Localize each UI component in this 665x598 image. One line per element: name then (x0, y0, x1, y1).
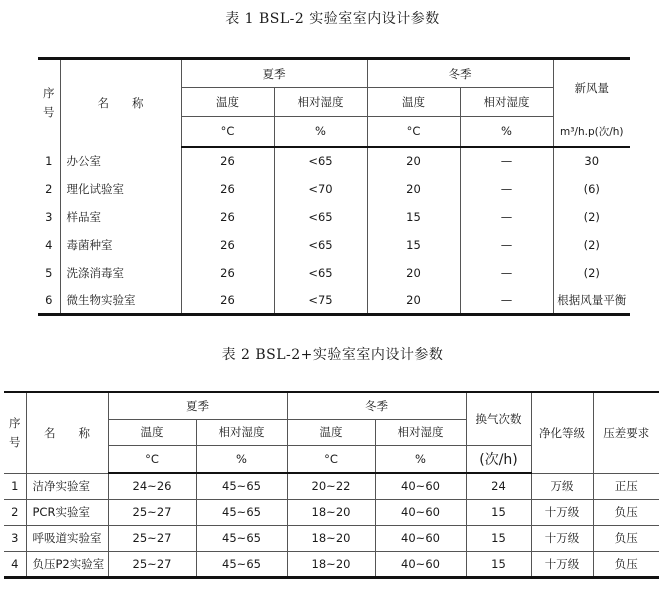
t2-cell-winter-rh: 40~60 (375, 473, 466, 499)
t1-unit-summer-temp: °C (181, 117, 274, 147)
t2-cell-pressure: 负压 (593, 525, 659, 551)
table-row (38, 259, 630, 287)
t2-header-seq: 序 号 (4, 392, 26, 473)
t1-header-seq: 序 号 (38, 59, 60, 147)
t2-cell-name: 洁净实验室 (26, 473, 108, 499)
t2-cell-ach: 24 (466, 473, 531, 499)
t2-unit-summer-rh: % (196, 445, 287, 473)
t2-cell-ach: 15 (466, 551, 531, 577)
t1-cell-no: 5 (38, 259, 60, 287)
t2-cell-ach: 15 (466, 525, 531, 551)
t2-cell-no: 3 (4, 525, 26, 551)
t1-cell-summer-rh: <65 (274, 231, 367, 259)
table-row (38, 203, 630, 231)
t1-cell-summer-temp: 26 (181, 203, 274, 231)
t2-header-pressure: 压差要求 (593, 392, 659, 473)
t2-unit-winter-temp: °C (287, 445, 375, 473)
table1 (38, 57, 630, 316)
t1-header-winter-temp: 温度 (367, 88, 460, 117)
t1-cell-winter-rh: — (460, 203, 553, 231)
t2-cell-clean: 十万级 (531, 525, 593, 551)
t2-cell-winter-temp: 18~20 (287, 525, 375, 551)
t1-header-summer-temp: 温度 (181, 88, 274, 117)
t1-cell-winter-rh: — (460, 147, 553, 175)
t1-cell-fresh-air: (6) (553, 175, 630, 203)
t2-unit-summer-temp: °C (108, 445, 196, 473)
t2-cell-pressure: 负压 (593, 499, 659, 525)
t1-cell-summer-temp: 26 (181, 259, 274, 287)
t2-unit-winter-rh: % (375, 445, 466, 473)
t1-header-name: 名 称 (60, 59, 181, 147)
t2-header-winter: 冬季 (287, 392, 466, 419)
table-row (38, 231, 630, 259)
t1-cell-no: 3 (38, 203, 60, 231)
t1-cell-name: 理化试验室 (60, 175, 181, 203)
t1-cell-summer-rh: <65 (274, 147, 367, 175)
table1-caption: 表 1 BSL-2 实验室室内设计参数 (225, 11, 440, 27)
t2-header-name: 名 称 (26, 392, 108, 473)
t1-unit-winter-rh: % (460, 117, 553, 147)
t1-cell-summer-temp: 26 (181, 287, 274, 315)
table-row (4, 525, 659, 551)
t2-cell-no: 4 (4, 551, 26, 577)
t1-cell-winter-temp: 20 (367, 147, 460, 175)
t2-cell-summer-temp: 25~27 (108, 551, 196, 577)
t1-cell-name: 洗涤消毒室 (60, 259, 181, 287)
table-row (38, 147, 630, 175)
t1-cell-winter-temp: 20 (367, 175, 460, 203)
t2-header-clean: 净化等级 (531, 392, 593, 473)
t1-unit-winter-temp: °C (367, 117, 460, 147)
t2-cell-summer-rh: 45~65 (196, 499, 287, 525)
t2-unit-ach: (次/h) (466, 445, 531, 473)
t1-unit-fresh-air: m³/h.p(次/h) (553, 117, 630, 147)
t2-header-ach: 换气次数 (466, 392, 531, 445)
t1-cell-fresh-air: 根据风量平衡 (553, 287, 630, 315)
t2-cell-summer-rh: 45~65 (196, 551, 287, 577)
t1-header-winter: 冬季 (367, 59, 553, 88)
table2-caption: 表 2 BSL-2+实验室室内设计参数 (221, 347, 444, 363)
t1-cell-summer-rh: <65 (274, 259, 367, 287)
t2-cell-winter-temp: 18~20 (287, 551, 375, 577)
table2 (4, 391, 659, 579)
t1-cell-fresh-air: 30 (553, 147, 630, 175)
t1-cell-summer-rh: <65 (274, 203, 367, 231)
t1-header-summer: 夏季 (181, 59, 367, 88)
t1-cell-summer-temp: 26 (181, 231, 274, 259)
t1-cell-winter-temp: 20 (367, 287, 460, 315)
table-row (4, 551, 659, 577)
t2-cell-no: 1 (4, 473, 26, 499)
t2-header-summer-rh: 相对湿度 (196, 419, 287, 445)
t1-cell-fresh-air: (2) (553, 259, 630, 287)
t2-cell-winter-temp: 18~20 (287, 499, 375, 525)
t2-cell-winter-rh: 40~60 (375, 551, 466, 577)
t2-cell-summer-rh: 45~65 (196, 473, 287, 499)
t1-cell-winter-rh: — (460, 287, 553, 315)
t2-cell-ach: 15 (466, 499, 531, 525)
t2-cell-pressure: 负压 (593, 551, 659, 577)
t1-cell-summer-rh: <75 (274, 287, 367, 315)
t1-cell-winter-temp: 20 (367, 259, 460, 287)
t1-cell-fresh-air: (2) (553, 231, 630, 259)
t2-cell-pressure: 正压 (593, 473, 659, 499)
t1-cell-name: 毒菌种室 (60, 231, 181, 259)
t1-header-summer-rh: 相对湿度 (274, 88, 367, 117)
t1-cell-summer-temp: 26 (181, 175, 274, 203)
t2-cell-clean: 十万级 (531, 499, 593, 525)
t2-header-summer-temp: 温度 (108, 419, 196, 445)
t2-cell-no: 2 (4, 499, 26, 525)
table-row (38, 175, 630, 203)
t1-header-winter-rh: 相对湿度 (460, 88, 553, 117)
t1-cell-name: 样品室 (60, 203, 181, 231)
t2-cell-winter-rh: 40~60 (375, 499, 466, 525)
t1-cell-no: 2 (38, 175, 60, 203)
table-row (4, 499, 659, 525)
t1-cell-no: 6 (38, 287, 60, 315)
t1-cell-summer-temp: 26 (181, 147, 274, 175)
table-row (4, 473, 659, 499)
table-row (38, 287, 630, 315)
t1-cell-winter-temp: 15 (367, 231, 460, 259)
t2-cell-clean: 十万级 (531, 551, 593, 577)
t1-cell-no: 4 (38, 231, 60, 259)
t2-cell-name: PCR实验室 (26, 499, 108, 525)
t2-cell-clean: 万级 (531, 473, 593, 499)
t1-header-fresh-air: 新风量 (553, 59, 630, 117)
t1-unit-summer-rh: % (274, 117, 367, 147)
t2-header-summer: 夏季 (108, 392, 287, 419)
t2-cell-winter-temp: 20~22 (287, 473, 375, 499)
t1-cell-no: 1 (38, 147, 60, 175)
t2-cell-summer-temp: 24~26 (108, 473, 196, 499)
t1-cell-fresh-air: (2) (553, 203, 630, 231)
t1-cell-winter-rh: — (460, 231, 553, 259)
t1-cell-name: 办公室 (60, 147, 181, 175)
t2-cell-name: 负压P2实验室 (26, 551, 108, 577)
t1-cell-winter-rh: — (460, 259, 553, 287)
t1-cell-name: 微生物实验室 (60, 287, 181, 315)
t1-cell-summer-rh: <70 (274, 175, 367, 203)
t2-cell-summer-temp: 25~27 (108, 499, 196, 525)
t2-cell-winter-rh: 40~60 (375, 525, 466, 551)
t2-header-winter-temp: 温度 (287, 419, 375, 445)
t2-cell-summer-rh: 45~65 (196, 525, 287, 551)
t2-cell-name: 呼吸道实验室 (26, 525, 108, 551)
t2-header-winter-rh: 相对湿度 (375, 419, 466, 445)
t1-cell-winter-temp: 15 (367, 203, 460, 231)
t2-cell-summer-temp: 25~27 (108, 525, 196, 551)
t1-cell-winter-rh: — (460, 175, 553, 203)
